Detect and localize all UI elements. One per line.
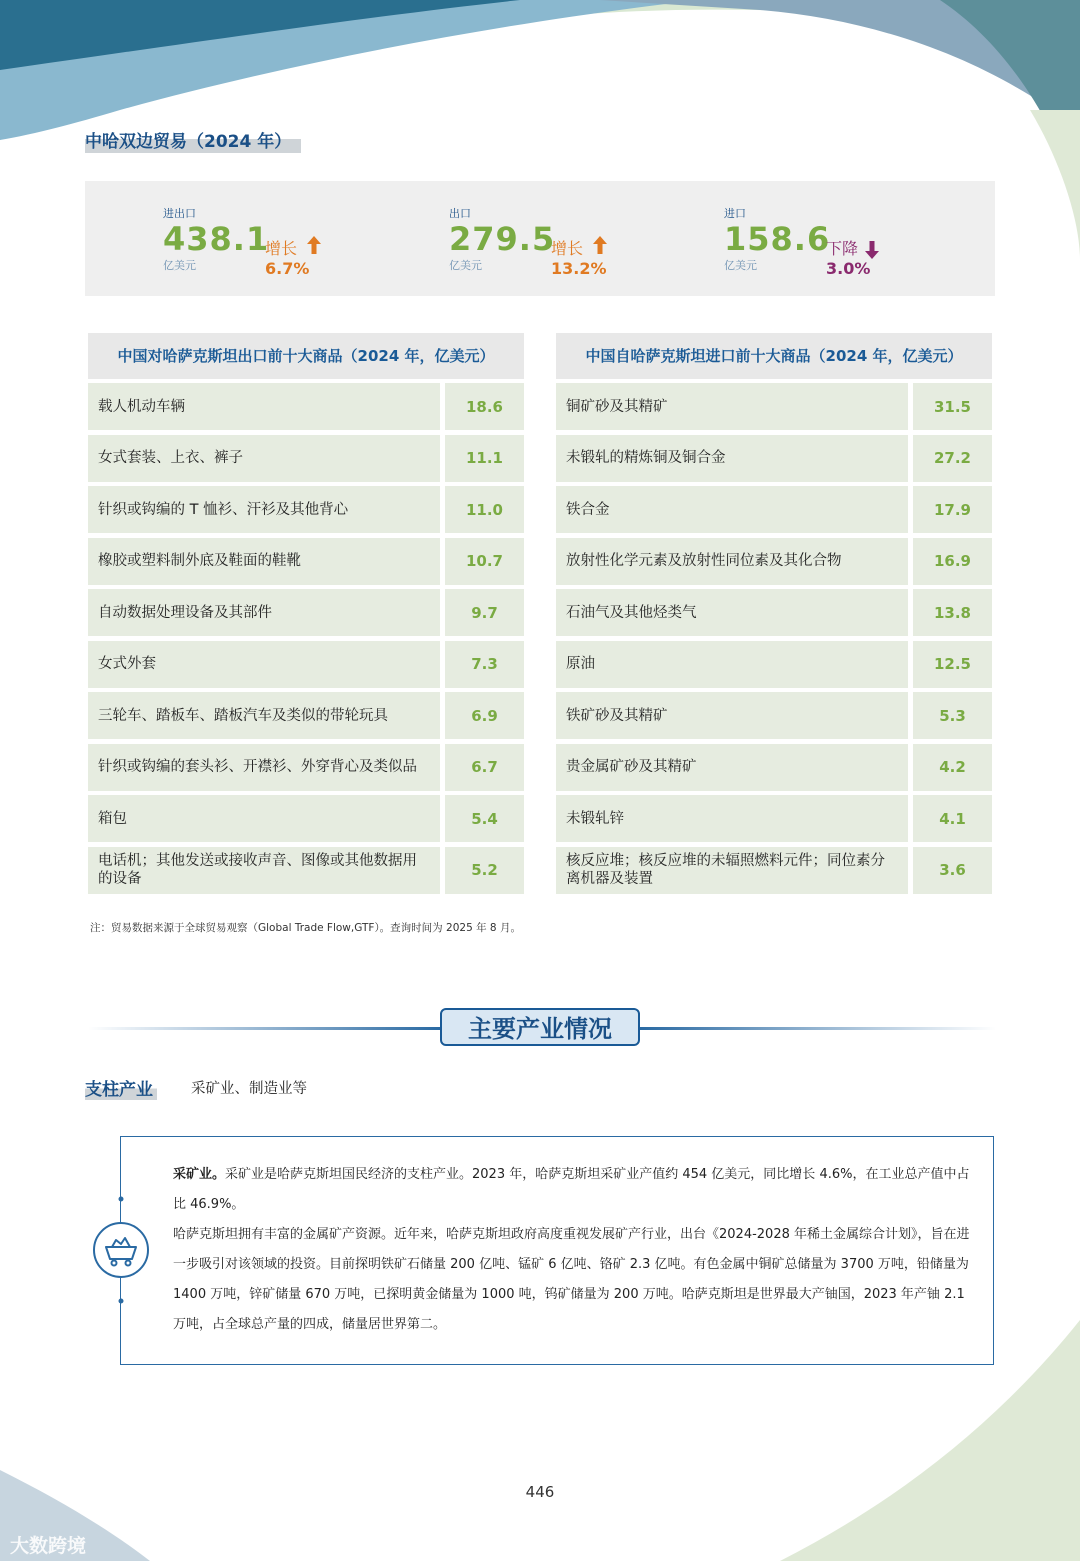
- row-name: 自动数据处理设备及其部件: [88, 589, 440, 636]
- watermark: 大数跨境: [10, 1535, 87, 1557]
- row-name: 针织或钩编的 T 恤衫、汗衫及其他背心: [88, 486, 440, 533]
- trade-stats-panel: [85, 181, 995, 296]
- export-table: [88, 333, 524, 898]
- stat-change-import: [826, 236, 870, 278]
- table-row: [556, 847, 992, 894]
- table-row: [556, 538, 992, 585]
- mining-paragraph-2: 哈萨克斯坦拥有丰富的金属矿产资源。近年来，哈萨克斯坦政府高度重视发展矿产行业，出台《2024-2028 年稀土金属综合计划》，旨在进一步吸引对该领域的投资。目前探明铁矿石储量 200 亿吨、锰矿 6 亿吨、铬矿 2.3 亿吨。有色金属中铜矿总储量为 3700 万吨，铅储量为 1400 万吨，锌矿储量 670 万吨，已探明黄金储量为 1000 吨，钨矿储量为 200 万吨。哈萨克斯坦是世界最大产铀国，2023 年产铀 2.1 万吨，占全球总产量的四成，储量居世界第二。: [173, 1227, 970, 1332]
- row-name: 石油气及其他烃类气: [556, 589, 908, 636]
- stat-export: [449, 205, 555, 273]
- row-value: 18.6: [445, 383, 524, 430]
- row-value: 31.5: [913, 383, 992, 430]
- row-value: 4.2: [913, 744, 992, 791]
- change-label: 增长: [265, 239, 298, 258]
- row-name: 三轮车、踏板车、踏板汽车及类似的带轮玩具: [88, 692, 440, 739]
- row-name: 针织或钩编的套头衫、开襟衫、外穿背心及类似品: [88, 744, 440, 791]
- row-value: 3.6: [913, 847, 992, 894]
- table-row: [556, 795, 992, 842]
- pillar-industry-text: 采矿业、制造业等: [191, 1081, 307, 1097]
- change-value: 13.2%: [551, 259, 607, 278]
- row-name: 原油: [556, 641, 908, 688]
- pillar-industry-title: 支柱产业: [85, 1075, 157, 1100]
- table-row: [88, 641, 524, 688]
- row-name: 电话机；其他发送或接收声音、图像或其他数据用的设备: [88, 847, 440, 894]
- row-name: 未锻轧锌: [556, 795, 908, 842]
- banner-divider-right: [640, 1027, 996, 1030]
- table-row: [88, 538, 524, 585]
- change-value: 6.7%: [265, 259, 310, 278]
- stat-label: 进出口: [163, 207, 196, 220]
- row-value: 13.8: [913, 589, 992, 636]
- table-row: [556, 486, 992, 533]
- stat-import: [724, 205, 830, 273]
- mining-text: [173, 1160, 973, 1340]
- mining-lead: 采矿业。: [173, 1167, 226, 1182]
- table-row: [556, 641, 992, 688]
- industry-banner: 主要产业情况: [440, 1008, 640, 1046]
- table-row: [556, 692, 992, 739]
- row-name: 未锻轧的精炼铜及铜合金: [556, 435, 908, 482]
- arrow-up-icon: [307, 236, 321, 254]
- stat-label: 进口: [724, 207, 746, 220]
- source-note: 注：贸易数据来源于全球贸易观察（Global Trade Flow,GTF）。查询时间为 2025 年 8 月。: [90, 922, 521, 934]
- page-number: 446: [525, 1483, 555, 1501]
- row-name: 铁矿砂及其精矿: [556, 692, 908, 739]
- table-row: [88, 795, 524, 842]
- stat-unit: 亿美元: [163, 259, 196, 272]
- connector-dot-bottom: [118, 1298, 124, 1304]
- row-value: 6.7: [445, 744, 524, 791]
- table-row: [556, 744, 992, 791]
- row-value: 6.9: [445, 692, 524, 739]
- mine-cart-icon: [92, 1221, 150, 1279]
- stat-value: 279.5: [449, 220, 556, 258]
- row-name: 箱包: [88, 795, 440, 842]
- export-table-title: 中国对哈萨克斯坦出口前十大商品（2024 年，亿美元）: [88, 333, 524, 379]
- row-value: 5.2: [445, 847, 524, 894]
- row-value: 17.9: [913, 486, 992, 533]
- row-value: 5.4: [445, 795, 524, 842]
- stat-change-total: [265, 236, 309, 278]
- row-name: 核反应堆；核反应堆的未辐照燃料元件；同位素分离机器及装置: [556, 847, 908, 894]
- row-name: 放射性化学元素及放射性同位素及其化合物: [556, 538, 908, 585]
- row-name: 铜矿砂及其精矿: [556, 383, 908, 430]
- row-value: 12.5: [913, 641, 992, 688]
- stat-total: [163, 205, 269, 273]
- stat-unit: 亿美元: [449, 259, 482, 272]
- row-value: 7.3: [445, 641, 524, 688]
- row-name: 橡胶或塑料制外底及鞋面的鞋靴: [88, 538, 440, 585]
- stat-value: 158.6: [724, 220, 831, 258]
- table-row: [556, 589, 992, 636]
- table-row: [88, 744, 524, 791]
- table-row: [88, 486, 524, 533]
- row-value: 10.7: [445, 538, 524, 585]
- connector-dot-top: [118, 1196, 124, 1202]
- row-value: 27.2: [913, 435, 992, 482]
- mining-card: [120, 1136, 994, 1365]
- mining-paragraph-1: 采矿业是哈萨克斯坦国民经济的支柱产业。2023 年，哈萨克斯坦采矿业产值约 454 亿美元，同比增长 4.6%，在工业总产值中占比 46.9%。: [173, 1167, 970, 1212]
- row-name: 女式套装、上衣、裤子: [88, 435, 440, 482]
- change-label: 增长: [551, 239, 584, 258]
- table-row: [88, 435, 524, 482]
- table-row: [88, 383, 524, 430]
- row-value: 11.0: [445, 486, 524, 533]
- arrow-up-icon: [593, 236, 607, 254]
- table-row: [556, 435, 992, 482]
- banner-divider-left: [88, 1027, 440, 1030]
- stat-unit: 亿美元: [724, 259, 757, 272]
- row-value: 11.1: [445, 435, 524, 482]
- row-value: 5.3: [913, 692, 992, 739]
- table-row: [88, 589, 524, 636]
- change-label: 下降: [826, 239, 859, 258]
- row-name: 贵金属矿砂及其精矿: [556, 744, 908, 791]
- arrow-down-icon: [865, 241, 879, 259]
- change-value: 3.0%: [826, 259, 871, 278]
- row-name: 铁合金: [556, 486, 908, 533]
- section-title: 中哈双边贸易（2024 年）: [85, 124, 301, 153]
- import-table: [556, 333, 992, 898]
- row-value: 4.1: [913, 795, 992, 842]
- row-name: 载人机动车辆: [88, 383, 440, 430]
- stat-label: 出口: [449, 207, 471, 220]
- row-value: 9.7: [445, 589, 524, 636]
- row-value: 16.9: [913, 538, 992, 585]
- import-table-title: 中国自哈萨克斯坦进口前十大商品（2024 年，亿美元）: [556, 333, 992, 379]
- table-row: [88, 692, 524, 739]
- stat-value: 438.1: [163, 220, 270, 258]
- row-name: 女式外套: [88, 641, 440, 688]
- table-row: [556, 383, 992, 430]
- table-row: [88, 847, 524, 894]
